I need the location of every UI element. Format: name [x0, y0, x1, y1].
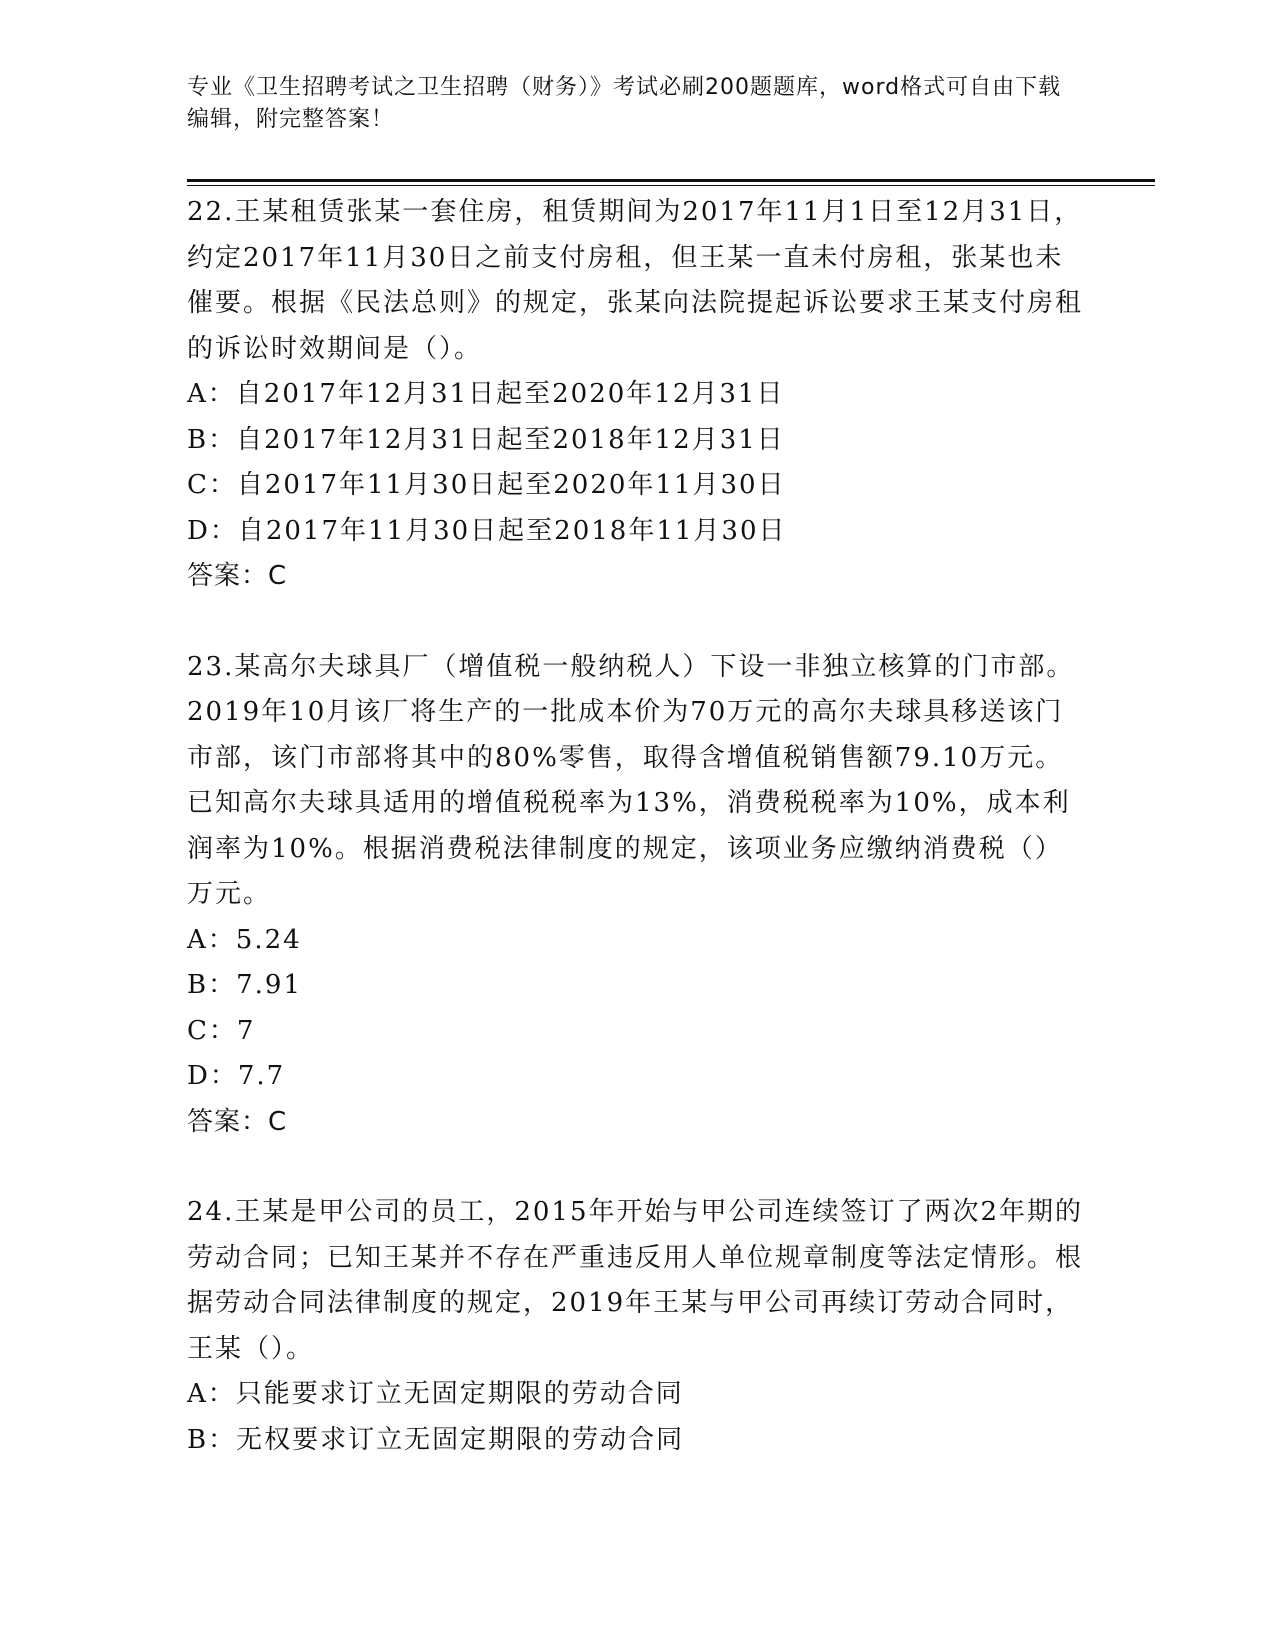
answer: 答案：C: [187, 1106, 288, 1137]
option-b: B：7.91: [187, 970, 302, 1000]
question-23: [187, 645, 1087, 1146]
option-a: A：只能要求订立无固定期限的劳动合同: [187, 1379, 684, 1409]
option-a: A：自2017年12月31日起至2020年12月31日: [187, 379, 785, 409]
answer: 答案：C: [187, 561, 288, 591]
header-text: 专业《卫生招聘考试之卫生招聘（财务）》考试必刷200题题库，word格式可自由下载编辑，附完整答案！: [187, 75, 1062, 132]
header-divider-thin: [187, 185, 1155, 186]
document-header: [187, 72, 1067, 136]
option-b: B：自2017年12月31日起至2018年12月31日: [187, 424, 785, 455]
question-22: [187, 190, 1087, 600]
question-stem: 22.王某租赁张某一套住房，租赁期间为2017年11月1日至12月31日，约定2017年11月30日之前支付房租，但王某一直未付房租，张某也未催要。根据《民法总则》的规定，张某向法院提起诉讼要求王某支付房租的诉讼时效期间是（）。: [187, 197, 1084, 364]
spacer: [187, 600, 1087, 645]
question-list: [187, 190, 1087, 1463]
option-d: D：7.7: [187, 1061, 286, 1091]
question-stem: 24.王某是甲公司的员工，2015年开始与甲公司连续签订了两次2年期的劳动合同；已知王某并不存在严重违反用人单位规章制度等法定情形。根据劳动合同法律制度的规定，2019年王某与甲公司再续订劳动合同时，王某（）。: [187, 1197, 1084, 1364]
spacer: [187, 1145, 1087, 1190]
question-stem: 23.某高尔夫球具厂（增值税一般纳税人）下设一非独立核算的门市部。2019年10月该厂将生产的一批成本价为70万元的高尔夫球具移送该门市部，该门市部将其中的80%零售，取得含增值税销售额79.10万元。已知高尔夫球具适用的增值税税率为13%，消费税税率为10%，成本利润率为10%。根据消费税法律制度的规定，该项业务应缴纳消费税（）万元。: [187, 651, 1075, 909]
option-c: C：7: [187, 1015, 256, 1046]
question-24: [187, 1190, 1087, 1463]
option-a: A：5.24: [187, 924, 302, 955]
option-d: D：自2017年11月30日起至2018年11月30日: [187, 515, 787, 546]
header-divider-thick: [187, 179, 1155, 182]
option-c: C：自2017年11月30日起至2020年11月30日: [187, 470, 786, 500]
option-b: B：无权要求订立无固定期限的劳动合同: [187, 1424, 685, 1455]
